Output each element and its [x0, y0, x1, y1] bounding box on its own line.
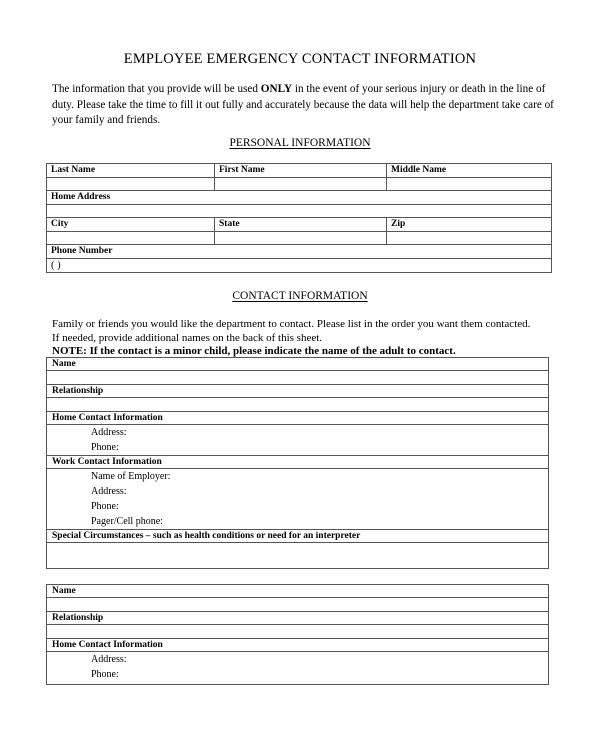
contact-block-2: [46, 584, 549, 685]
contact-2-home-address-field[interactable]: Address:: [91, 654, 127, 665]
contact-1-special-circumstances-field[interactable]: [47, 543, 548, 572]
intro-paragraph: [52, 82, 562, 129]
contact-1-relationship-label: Relationship: [47, 385, 548, 398]
contact-1-relationship-field[interactable]: [47, 398, 548, 412]
intro-text-start: The information that you provide will be used: [52, 83, 261, 95]
contact-1-home-phone-field[interactable]: Phone:: [91, 442, 119, 453]
personal-info-heading: PERSONAL INFORMATION: [229, 137, 371, 149]
contact-1-name-label: Name: [47, 358, 548, 371]
zip-field[interactable]: [387, 232, 552, 245]
contact-note: NOTE: If the contact is a minor child, please indicate the name of the adult to contact.: [52, 345, 456, 357]
city-label: City: [47, 218, 215, 232]
contact-1-work-contact-fields: [47, 469, 548, 530]
contact-instructions: [52, 318, 572, 359]
phone-number-label: Phone Number: [47, 245, 552, 259]
contact-1-work-contact-label: Work Contact Information: [47, 456, 548, 469]
contact-block-1: [46, 357, 549, 569]
phone-number-field[interactable]: ( ): [47, 259, 552, 273]
last-name-label: Last Name: [47, 164, 215, 178]
state-label: State: [215, 218, 387, 232]
middle-name-label: Middle Name: [387, 164, 552, 178]
contact-2-home-contact-fields: [47, 652, 548, 682]
first-name-label: First Name: [215, 164, 387, 178]
home-address-field[interactable]: [47, 205, 552, 218]
contact-1-home-contact-fields: [47, 425, 548, 456]
contact-1-home-address-field[interactable]: Address:: [91, 427, 127, 438]
last-name-field[interactable]: [47, 178, 215, 191]
contact-2-relationship-label: Relationship: [47, 612, 548, 625]
intro-text-end: in the event of your serious injury or death in the line of duty. Please take the time to fill it out fully and accurately because the data will help the department take care of your family and friends.: [52, 83, 554, 126]
contact-2-name-label: Name: [47, 585, 548, 598]
contact-1-pager-field[interactable]: Pager/Cell phone:: [91, 516, 163, 527]
contact-1-name-field[interactable]: [47, 371, 548, 385]
intro-emphasis: ONLY: [260, 83, 293, 95]
contact-instruction-line-1: Family or friends you would like the department to contact. Please list in the order you want them contacted.: [52, 318, 531, 330]
contact-2-home-phone-field[interactable]: Phone:: [91, 669, 119, 680]
state-field[interactable]: [215, 232, 387, 245]
personal-info-table: [46, 163, 552, 273]
contact-1-home-contact-label: Home Contact Information: [47, 412, 548, 425]
first-name-field[interactable]: [215, 178, 387, 191]
page-title: EMPLOYEE EMERGENCY CONTACT INFORMATION: [123, 51, 477, 67]
contact-info-heading: CONTACT INFORMATION: [232, 290, 368, 302]
city-field[interactable]: [47, 232, 215, 245]
home-address-label: Home Address: [47, 191, 552, 205]
middle-name-field[interactable]: [387, 178, 552, 191]
zip-label: Zip: [387, 218, 552, 232]
contact-2-name-field[interactable]: [47, 598, 548, 612]
contact-1-special-circumstances-label: Special Circumstances – such as health conditions or need for an interpreter: [47, 530, 548, 543]
contact-2-home-contact-label: Home Contact Information: [47, 639, 548, 652]
contact-2-relationship-field[interactable]: [47, 625, 548, 639]
contact-1-work-address-field[interactable]: Address:: [91, 486, 127, 497]
contact-1-employer-field[interactable]: Name of Employer:: [91, 471, 171, 482]
contact-instruction-line-2: If needed, provide additional names on the back of this sheet.: [52, 331, 323, 344]
contact-1-work-phone-field[interactable]: Phone:: [91, 501, 119, 512]
